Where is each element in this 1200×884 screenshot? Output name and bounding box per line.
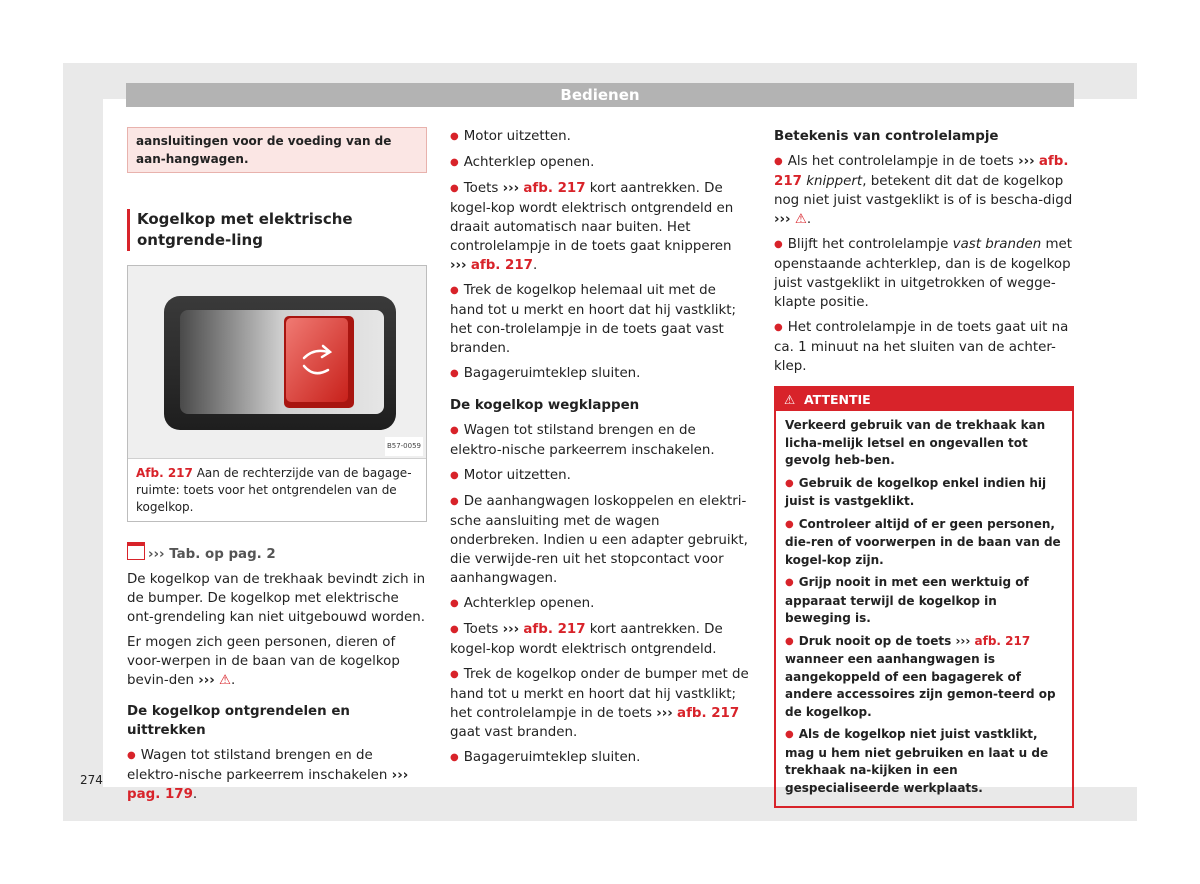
list-item: ● Motor uitzetten.: [450, 127, 750, 147]
warning-triangle-icon: ⚠: [219, 673, 232, 688]
list-item: ● Wagen tot stilstand brengen en de elektro-nische parkeerrem inschakelen.: [450, 421, 750, 460]
warning-body: [776, 411, 1072, 806]
image-code: B57-0059: [385, 437, 423, 456]
list-item: ● Wagen tot stilstand brengen en de elektro-nische parkeerrem inschakelen ››› pag. 179.: [127, 746, 427, 804]
warning-header: ⚠ ATTENTIE: [776, 388, 1072, 411]
list-item: ● Achterklep openen.: [450, 594, 750, 614]
figure-link[interactable]: afb. 217: [470, 258, 533, 273]
list-item: ● Trek de kogelkop helemaal uit met de hand tot u merkt en hoort dat hij vastklikt; het con-trolelampje in de toets gaat vast branden.: [450, 281, 750, 358]
subheading-fold: De kogelkop wegklappen: [450, 398, 640, 413]
list-item: ● Achterklep openen.: [450, 153, 750, 173]
list-item: ● Bagageruimteklep sluiten.: [450, 364, 750, 384]
warning-item: ● Controleer altijd of er geen personen, die-ren of voorwerpen in de baan van de kogel-kop zijn.: [785, 516, 1063, 570]
page-link[interactable]: pag. 179: [127, 787, 193, 802]
figure-image: [128, 266, 426, 459]
warning-item: ● Gebruik de kogelkop enkel indien hij juist is vastgeklikt.: [785, 475, 1063, 511]
warning-triangle-icon: ⚠: [794, 212, 807, 227]
list-item: ● Motor uitzetten.: [450, 466, 750, 486]
figure-caption: [128, 459, 426, 521]
column-left: [127, 127, 427, 810]
column-middle: [450, 127, 750, 774]
list-item: ● Blijft het controlelampje vast branden met openstaande achterklep, dan is de kogelkop juist vastgeklikt in uitgetrokken of wegge-klapte positie.: [774, 235, 1074, 312]
figure-link[interactable]: afb. 217: [523, 181, 586, 196]
page-header: Bedienen: [126, 83, 1074, 107]
list-item: ● Als het controlelampje in de toets ››› afb. 217 knippert, betekent dit dat de kogelkop nog niet juist vastgeklikt is of is bescha-digd ››› ⚠.: [774, 152, 1074, 229]
warning-item: ● Grijp nooit in met een werktuig of apparaat terwijl de kogelkop in beweging is.: [785, 574, 1063, 628]
subheading-indicator: Betekenis van controlelampje: [774, 129, 999, 144]
warning-item: ● Als de kogelkop niet juist vastklikt, mag u hem niet gebruiken en laat u de trekhaak na-kijken in een gespecialiseerde werkplaats.: [785, 726, 1063, 797]
list-item: ● Toets ››› afb. 217 kort aantrekken. De kogel-kop wordt elektrisch ontgrendeld.: [450, 620, 750, 659]
subheading-unlock: De kogelkop ontgrendelen en uittrekken: [127, 704, 350, 738]
figure-link[interactable]: afb. 217: [974, 633, 1031, 648]
figure-link[interactable]: afb. 217: [523, 622, 586, 637]
figure-link[interactable]: afb. 217: [774, 154, 1069, 189]
list-item: ● De aanhangwagen loskoppelen en elektri-sche aansluiting met de wagen onderbreken. Indien u een adapter gebruikt, die verwijde-ren uit het stopcontact voor aanhangwagen.: [450, 492, 750, 588]
continuation-note: aansluitingen voor de voeding van de aan-hangwagen.: [127, 127, 427, 173]
figure-217: [127, 265, 427, 522]
trailer-hitch-button-illustration: [128, 266, 426, 458]
warning-intro: Verkeerd gebruik van de trekhaak kan licha-melijk letsel en ongevallen tot gevolg heb-ben.: [785, 418, 1046, 467]
table-icon: [127, 542, 145, 560]
caption-text: Aan de rechterzijde van de bagage-ruimte: toets voor het ontgrendelen van de kogelkop.: [136, 466, 412, 514]
list-item: ● Trek de kogelkop onder de bumper met de hand tot u merkt en hoort dat hij vastklikt; het controlelampje in de toets ››› afb. 217 gaat vast branden.: [450, 665, 750, 742]
warning-triangle-icon: ⚠: [784, 392, 796, 407]
paragraph-intro: De kogelkop van de trekhaak bevindt zich in de bumper. De kogelkop met elektrische ont-grendeling kan niet uitgebouwd worden.: [127, 572, 426, 625]
column-right: [774, 127, 1074, 808]
warning-box: [774, 386, 1074, 808]
table-reference[interactable]: ››› Tab. op pag. 2: [127, 542, 427, 564]
list-item: ● Toets ››› afb. 217 kort aantrekken. De kogel-kop wordt elektrisch ontgrendeld en draait automatisch naar buiten. Het controlelampje in de toets gaat knipperen ››› afb. 217.: [450, 179, 750, 275]
caption-label: Afb. 217: [136, 466, 193, 480]
section-title: Kogelkop met elektrische ontgrende-ling: [127, 209, 427, 251]
figure-link[interactable]: afb. 217: [677, 706, 740, 721]
warning-item: ● Druk nooit op de toets ››› afb. 217 wanneer een aanhangwagen is aangekoppeld of een bagagerek of andere accessoires zijn gemon-teerd op de kogelkop.: [785, 633, 1063, 722]
page-number: 274: [80, 773, 103, 787]
paragraph-warning-ref: Er mogen zich geen personen, dieren of voor-werpen in de baan van de kogelkop bevin-den ››› ⚠.: [127, 635, 400, 688]
list-item: ● Bagageruimteklep sluiten.: [450, 748, 750, 768]
list-item: ● Het controlelampje in de toets gaat uit na ca. 1 minuut na het sluiten van de achter-klep.: [774, 318, 1074, 376]
